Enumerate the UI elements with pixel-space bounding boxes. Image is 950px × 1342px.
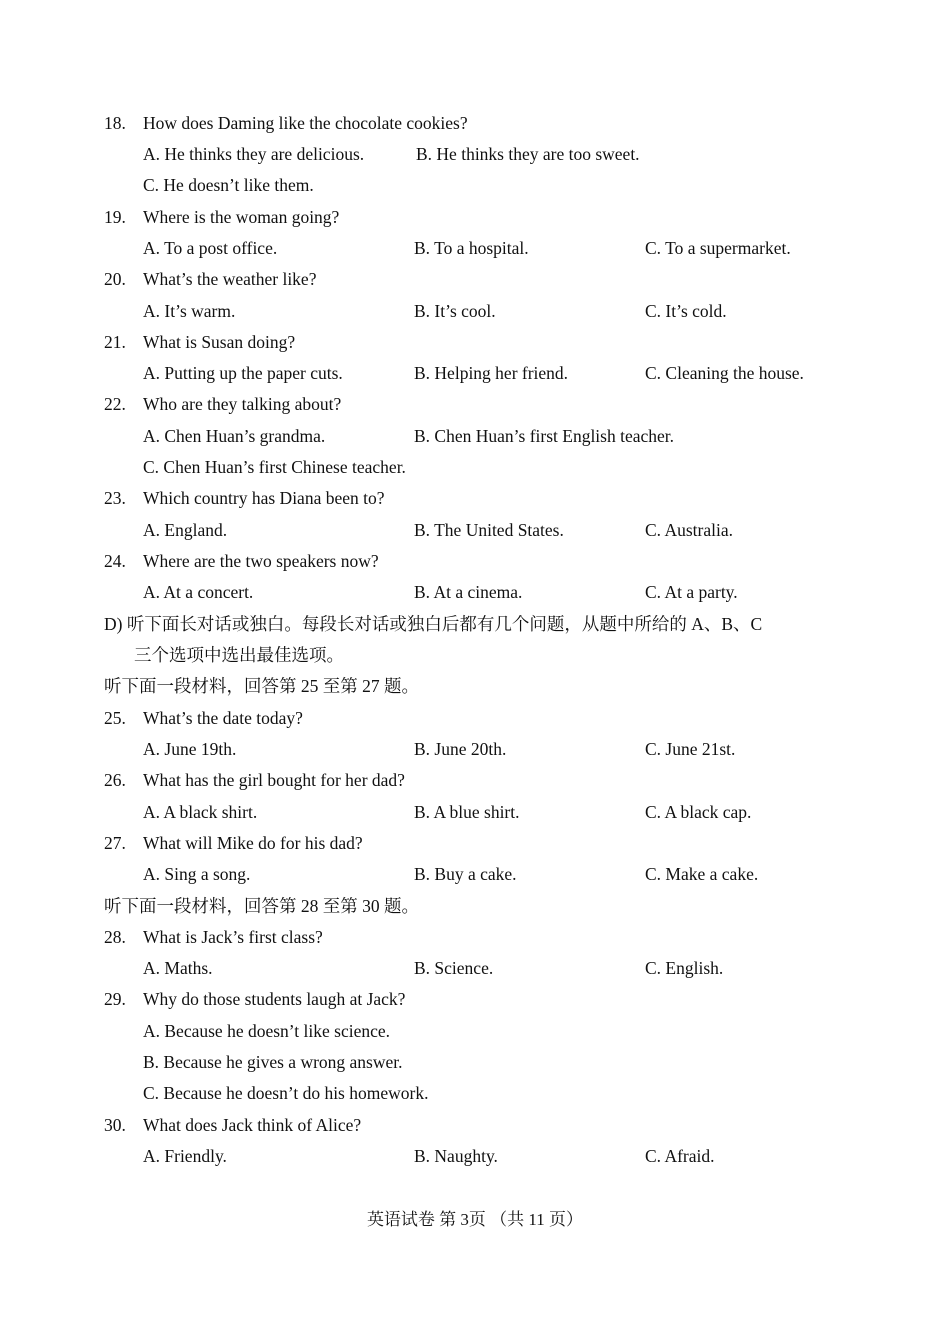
question-number: 20.	[104, 269, 126, 289]
option-b: B. June 20th.	[414, 739, 507, 759]
option-b: B. Science.	[414, 958, 494, 978]
option-a: A. Friendly.	[143, 1146, 227, 1166]
question-text: Where is the woman going?	[143, 207, 340, 227]
option-c: C. At a party.	[645, 582, 738, 602]
option-c: C. It’s cold.	[645, 301, 727, 321]
option-c: C. A black cap.	[645, 802, 752, 822]
question-number: 23.	[104, 488, 126, 508]
question-number: 25.	[104, 708, 126, 728]
question-text: Why do those students laugh at Jack?	[143, 989, 406, 1009]
question-number: 18.	[104, 113, 126, 133]
option-c: C. Afraid.	[645, 1146, 715, 1166]
option-b: B. The United States.	[414, 520, 564, 540]
option-a: A. To a post office.	[143, 238, 278, 258]
option-b: B. Naughty.	[414, 1146, 498, 1166]
option-a: A. It’s warm.	[143, 301, 236, 321]
option-c: C. Australia.	[645, 520, 733, 540]
option-a: A. A black shirt.	[143, 802, 258, 822]
option-a: A. Maths.	[143, 958, 213, 978]
question-number: 28.	[104, 927, 126, 947]
question-number: 19.	[104, 207, 126, 227]
option-a: A. He thinks they are delicious.	[143, 144, 365, 164]
question-text: What is Susan doing?	[143, 332, 296, 352]
question-text: What has the girl bought for her dad?	[143, 770, 405, 790]
question-text: Which country has Diana been to?	[143, 488, 385, 508]
option-c: C. June 21st.	[645, 739, 736, 759]
question-number: 22.	[104, 394, 126, 414]
option-b: B. Buy a cake.	[414, 864, 517, 884]
section-d-heading-cont: 三个选项中选出最佳选项。	[134, 645, 344, 665]
section-d-heading: D) 听下面长对话或独白。每段长对话或独白后都有几个问题，从题中所给的 A、B、C	[104, 614, 763, 634]
option-a: A. June 19th.	[143, 739, 237, 759]
instruction-25-27: 听下面一段材料，回答第 25 至第 27 题。	[104, 676, 419, 696]
option-b: B. It’s cool.	[414, 301, 496, 321]
option-c: C. Make a cake.	[645, 864, 759, 884]
option-c: C. Because he doesn’t do his homework.	[143, 1083, 429, 1103]
option-a: A. England.	[143, 520, 228, 540]
option-a: A. Chen Huan’s grandma.	[143, 426, 326, 446]
question-number: 30.	[104, 1115, 126, 1135]
instruction-28-30: 听下面一段材料，回答第 28 至第 30 题。	[104, 896, 419, 916]
question-number: 29.	[104, 989, 126, 1009]
question-text: What’s the weather like?	[143, 269, 317, 289]
question-number: 21.	[104, 332, 126, 352]
question-text: What does Jack think of Alice?	[143, 1115, 362, 1135]
question-number: 26.	[104, 770, 126, 790]
option-c: C. Cleaning the house.	[645, 363, 804, 383]
option-b: B. Helping her friend.	[414, 363, 569, 383]
option-c: C. English.	[645, 958, 724, 978]
question-text: What’s the date today?	[143, 708, 303, 728]
option-c: C. To a supermarket.	[645, 238, 791, 258]
option-a: A. Putting up the paper cuts.	[143, 363, 343, 383]
option-b: B. At a cinema.	[414, 582, 523, 602]
question-text: What is Jack’s first class?	[143, 927, 323, 947]
option-a: A. Because he doesn’t like science.	[143, 1021, 391, 1041]
option-c: C. Chen Huan’s first Chinese teacher.	[143, 457, 406, 477]
question-text: How does Daming like the chocolate cookies?	[143, 113, 468, 133]
option-b: B. Because he gives a wrong answer.	[143, 1052, 403, 1072]
option-c: C. He doesn’t like them.	[143, 175, 314, 195]
question-text: Who are they talking about?	[143, 394, 342, 414]
question-number: 24.	[104, 551, 126, 571]
page-footer: 英语试卷 第 3页 （共 11 页）	[366, 1210, 584, 1229]
option-a: A. At a concert.	[143, 582, 254, 602]
option-a: A. Sing a song.	[143, 864, 251, 884]
option-b: B. Chen Huan’s first English teacher.	[414, 426, 675, 446]
question-text: What will Mike do for his dad?	[143, 833, 363, 853]
option-b: B. He thinks they are too sweet.	[416, 144, 640, 164]
question-number: 27.	[104, 833, 126, 853]
question-text: Where are the two speakers now?	[143, 551, 379, 571]
option-b: B. To a hospital.	[414, 238, 529, 258]
option-b: B. A blue shirt.	[414, 802, 520, 822]
